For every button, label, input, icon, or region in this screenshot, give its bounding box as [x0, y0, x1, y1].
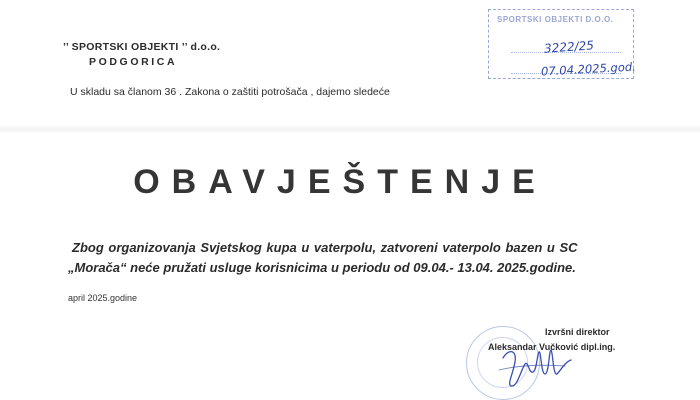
notice-line-2: „Morača“ neće pružati usluge korisnicima u periodu od 09.04.- 13.04. 2025.godine. — [68, 260, 576, 275]
director-title: Izvršni direktor — [545, 327, 610, 337]
handwritten-signature — [495, 340, 575, 390]
stamp-number: 3222/25 — [543, 38, 595, 56]
company-city: PODGORICA — [89, 56, 178, 68]
registry-stamp — [488, 9, 637, 79]
stamp-org-name: SPORTSKI OBJEKTI D.O.O. — [497, 15, 614, 24]
stamp-date: 07.04.2025.god. — [540, 59, 637, 79]
document-date: april 2025.godine — [68, 293, 138, 303]
intro-text: U skladu sa članom 36 . Zakona o zaštiti potrošača , dajemo sledeće — [70, 86, 390, 98]
notice-line-1: Zbog organizovanja Svjetskog kupa u vaterpolu, zatvoreni vaterpolo bazen u SC — [72, 240, 578, 255]
document-title: OBAVJEŠTENJE — [133, 163, 547, 201]
director-name: Aleksandar Vučković dipl.ing. — [488, 342, 616, 352]
company-name: ’’ SPORTSKI OBJEKTI ’’ d.o.o. — [63, 41, 221, 53]
paper-fold — [0, 124, 700, 134]
